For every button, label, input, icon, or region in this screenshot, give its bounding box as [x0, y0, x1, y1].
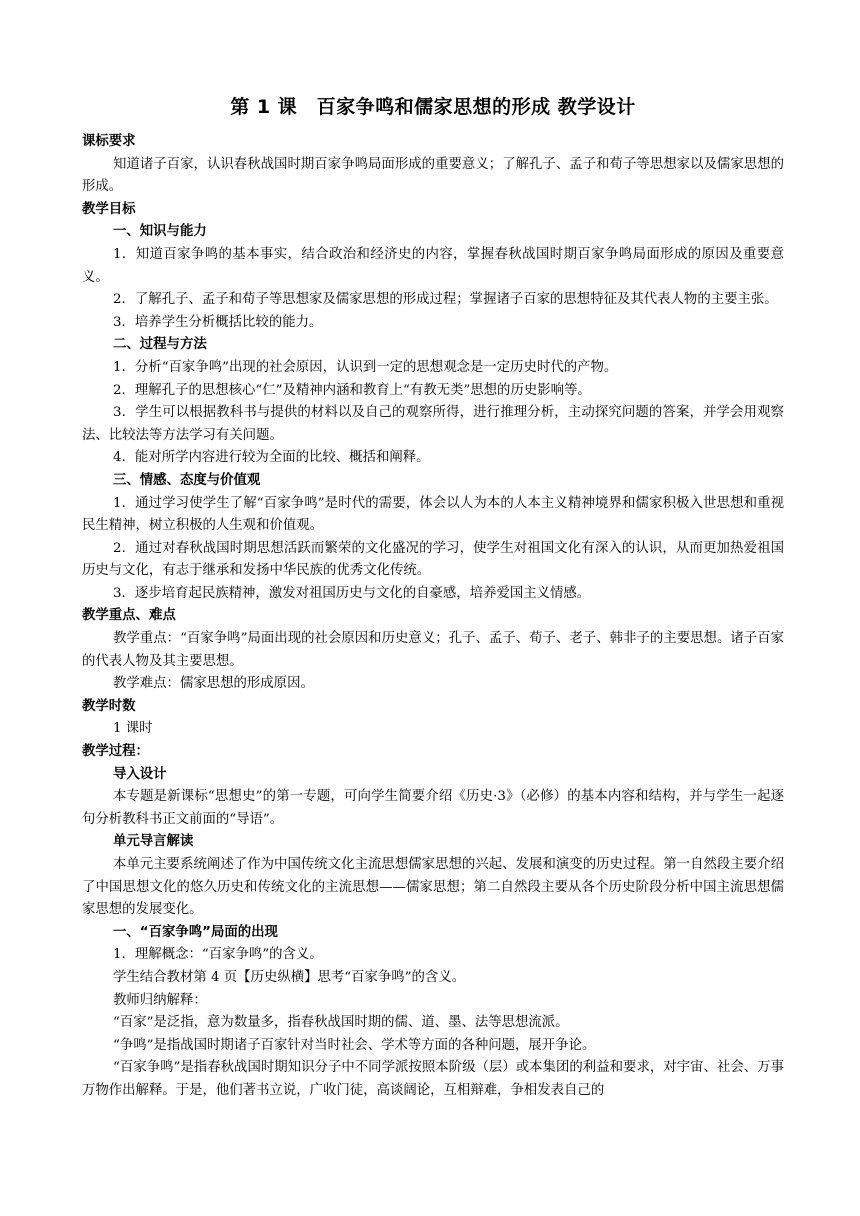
section-heading-key-points: 教学重点、难点	[82, 608, 176, 624]
subheading-process: 二、过程与方法	[113, 337, 207, 353]
page-title: 第 1 课 百家争鸣和儒家思想的形成 教学设计	[230, 96, 636, 118]
list-item: “争鸣”是指战国时期诸子百家针对当时社会、学术等方面的各种问题，展开争论。	[113, 1037, 596, 1053]
paragraph: 教学重点：“百家争鸣”局面出现的社会原因和历史意义；孔子、孟子、荀子、老子、韩非子的主要思想。诸子百家的代表人物及其主要思想。	[82, 631, 784, 669]
paragraph: 本专题是新课标“思想史”的第一专题，可向学生简要介绍《历史·3》（必修）的基本内容和结构，并与学生一起逐句分析教科书正文前面的“导语”。	[82, 789, 784, 827]
paragraph: 教学难点：儒家思想的形成原因。	[113, 676, 314, 692]
paragraph: 本单元主要系统阐述了作为中国传统文化主流思想儒家思想的兴起、发展和演变的历史过程。第一自然段主要介绍了中国思想文化的悠久历史和传统文化的主流思想——儒家思想；第二自然段主要从各个历史阶段分析中国主流思想儒家思想的发展变化。	[82, 857, 784, 918]
subheading-values: 三、情感、态度与价值观	[113, 472, 261, 488]
subheading-unit: 单元导言解读	[113, 834, 194, 850]
list-item: 2．了解孔子、孟子和荀子等思想家及儒家思想的形成过程；掌握诸子百家的思想特征及其代表人物的主要主张。	[113, 292, 778, 308]
list-item: 1．理解概念：“百家争鸣”的含义。	[113, 947, 323, 963]
subheading-knowledge: 一、知识与能力	[113, 224, 207, 240]
paragraph: “百家争鸣”是指春秋战国时期知识分子中不同学派按照本阶级（层）或本集团的利益和要求，对宇宙、社会、万事万物作出解释。于是，他们著书立说，广收门徒，高谈阔论，互相辩难，争相发表自己的	[82, 1060, 784, 1098]
section-heading-process: 教学过程：	[82, 744, 149, 760]
list-item: 1．分析“百家争鸣”出现的社会原因，认识到一定的思想观念是一定历史时代的产物。	[113, 359, 618, 375]
list-item: 3．逐步培育起民族精神，激发对祖国历史与文化的自豪感，培养爱国主义情感。	[113, 585, 591, 601]
section-heading-standards: 课标要求	[82, 134, 136, 149]
list-item: 1．通过学习使学生了解“百家争鸣”是时代的需要，体会以人为本的人本主义精神境界和儒家积极入世思想和重视民生精神，树立积极的人生观和价值观。	[82, 495, 784, 534]
list-item: 1．知道百家争鸣的基本事实，结合政治和经济史的内容，掌握春秋战国时期百家争鸣局面形成的原因及重要意义。	[82, 246, 784, 285]
list-item: “百家”是泛指，意为数量多，指春秋战国时期的儒、道、墨、法等思想流派。	[113, 1015, 569, 1031]
paragraph: 1 课时	[113, 721, 153, 737]
list-item: 2．通过对春秋战国时期思想活跃而繁荣的文化盛况的学习，使学生对祖国文化有深入的认识，从而更加热爱祖国历史与文化，有志于继承和发扬中华民族的优秀文化传统。	[82, 540, 784, 579]
subheading-part-one: 一、“百家争鸣”局面的出现	[113, 924, 278, 940]
list-item: 2．理解孔子的思想核心“仁”及精神内涵和教育上“有教无类”思想的历史影响等。	[113, 382, 591, 398]
list-item: 学生结合教材第 4 页【历史纵横】思考“百家争鸣”的含义。	[113, 969, 466, 985]
list-item: 3．学生可以根据教科书与提供的材料以及自己的观察所得，进行推理分析，主动探究问题的答案，并学会用观察法、比较法等方法学习有关问题。	[82, 405, 784, 443]
subheading-intro: 导入设计	[113, 766, 167, 782]
list-item: 3．培养学生分析概括比较的能力。	[113, 314, 323, 330]
section-heading-objectives: 教学目标	[82, 201, 136, 217]
list-item: 4．能对所学内容进行较为全面的比较、概括和阐释。	[113, 450, 430, 466]
paragraph: 知道诸子百家，认识春秋战国时期百家争鸣局面形成的重要意义；了解孔子、孟子和荀子等思想家以及儒家思想的形成。	[82, 156, 784, 195]
section-heading-hours: 教学时数	[82, 698, 136, 714]
list-item: 教师归纳解释：	[113, 992, 207, 1008]
